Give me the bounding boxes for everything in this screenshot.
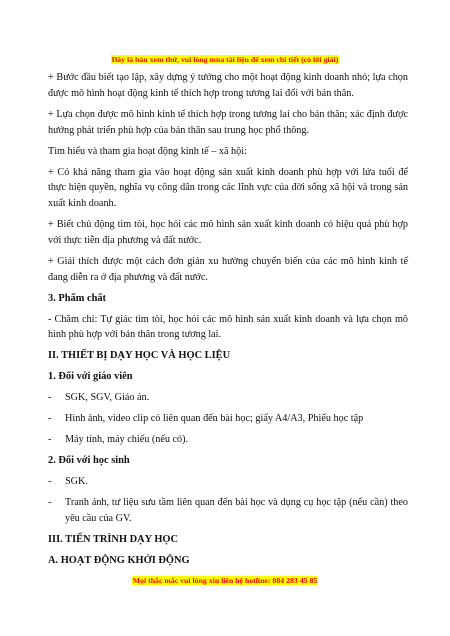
heading-khoi-dong: A. HOẠT ĐỘNG KHỞI ĐỘNG (48, 555, 190, 567)
dash-bullet: - (48, 392, 52, 404)
heading-hoc-sinh: 2. Đối với học sinh (48, 455, 130, 467)
heading-pham-chat: 3. Phẩm chất (48, 292, 107, 304)
paragraph: + Giải thích được một cách đơn giản xu hướng chuyển biến của các mô hình kinh tế đang diễn ra ở địa phương và đất nước. (48, 255, 408, 283)
document-body (48, 70, 408, 574)
dash-bullet: - (48, 476, 52, 488)
heading-thiet-bi: II. THIẾT BỊ DẠY HỌC VÀ HỌC LIỆU (48, 350, 231, 362)
preview-banner (0, 54, 450, 65)
paragraph: + Có khả năng tham gia vào hoạt động sản xuất kinh doanh phù hợp với lứa tuổi để thực hiện quyền, nghĩa vụ công dân trong các lĩnh vực của đời sống xã hội và trong sản xuất kinh doanh. (48, 166, 408, 210)
paragraph: Tìm hiểu và tham gia hoạt động kinh tế – xã hội: (48, 145, 247, 157)
list-item (48, 411, 408, 427)
list-item-text: Tranh ảnh, tư liệu sưu tầm liên quan đến bài học và dụng cụ học tập (nếu cần) theo yêu cầu của GV. (65, 497, 408, 525)
dash-bullet: - (48, 497, 52, 509)
hotline-banner-text: Mọi thắc mắc vui lòng xin liên hệ hotline: 084 283 45 85 (132, 576, 318, 585)
list-item (48, 390, 408, 406)
list-item-text: Hình ảnh, video clip có liên quan đến bài học; giấy A4/A3, Phiếu học tập (65, 413, 364, 425)
heading-giao-vien: 1. Đối với giáo viên (48, 371, 133, 383)
paragraph: + Lựa chọn được mô hình kinh tế thích hợp trong tương lai cho bản thân; xác định được hướng phát triển phù hợp của bản thân sau trung học phổ thông. (48, 108, 408, 136)
paragraph: + Biết chủ động tìm tòi, học hỏi các mô hình sản xuất kinh doanh có hiệu quả phù hợp với thực tiễn địa phương và đất nước. (48, 219, 408, 246)
list-item-text: Máy tính, máy chiếu (nếu có). (65, 434, 189, 446)
dash-bullet: - (48, 434, 52, 446)
list-item (48, 495, 408, 527)
list-item (48, 474, 408, 490)
list-item-text: SGK, SGV, Giáo án. (65, 392, 150, 404)
list-item (48, 432, 408, 448)
paragraph: + Bước đầu biết tạo lập, xây dựng ý tưởng cho một hoạt động kinh doanh nhỏ; lựa chọn được mô hình hoạt động kinh tế thích hợp trong tương lai đối với bản thân. (48, 72, 408, 99)
dash-bullet: - (48, 413, 52, 425)
hotline-banner (0, 575, 450, 586)
list-item-text: SGK. (65, 476, 88, 488)
heading-tien-trinh: III. TIẾN TRÌNH DẠY HỌC (48, 534, 179, 546)
paragraph: - Chăm chỉ: Tự giác tìm tòi, học hỏi các mô hình sản xuất kinh doanh và lựa chọn mô hình phù hợp với bản thân trong tương lai. (48, 313, 408, 341)
preview-banner-text: Đây là bản xem thử, vui lòng mua tài liệu để xem chi tiết (có lời giải) (111, 55, 339, 64)
